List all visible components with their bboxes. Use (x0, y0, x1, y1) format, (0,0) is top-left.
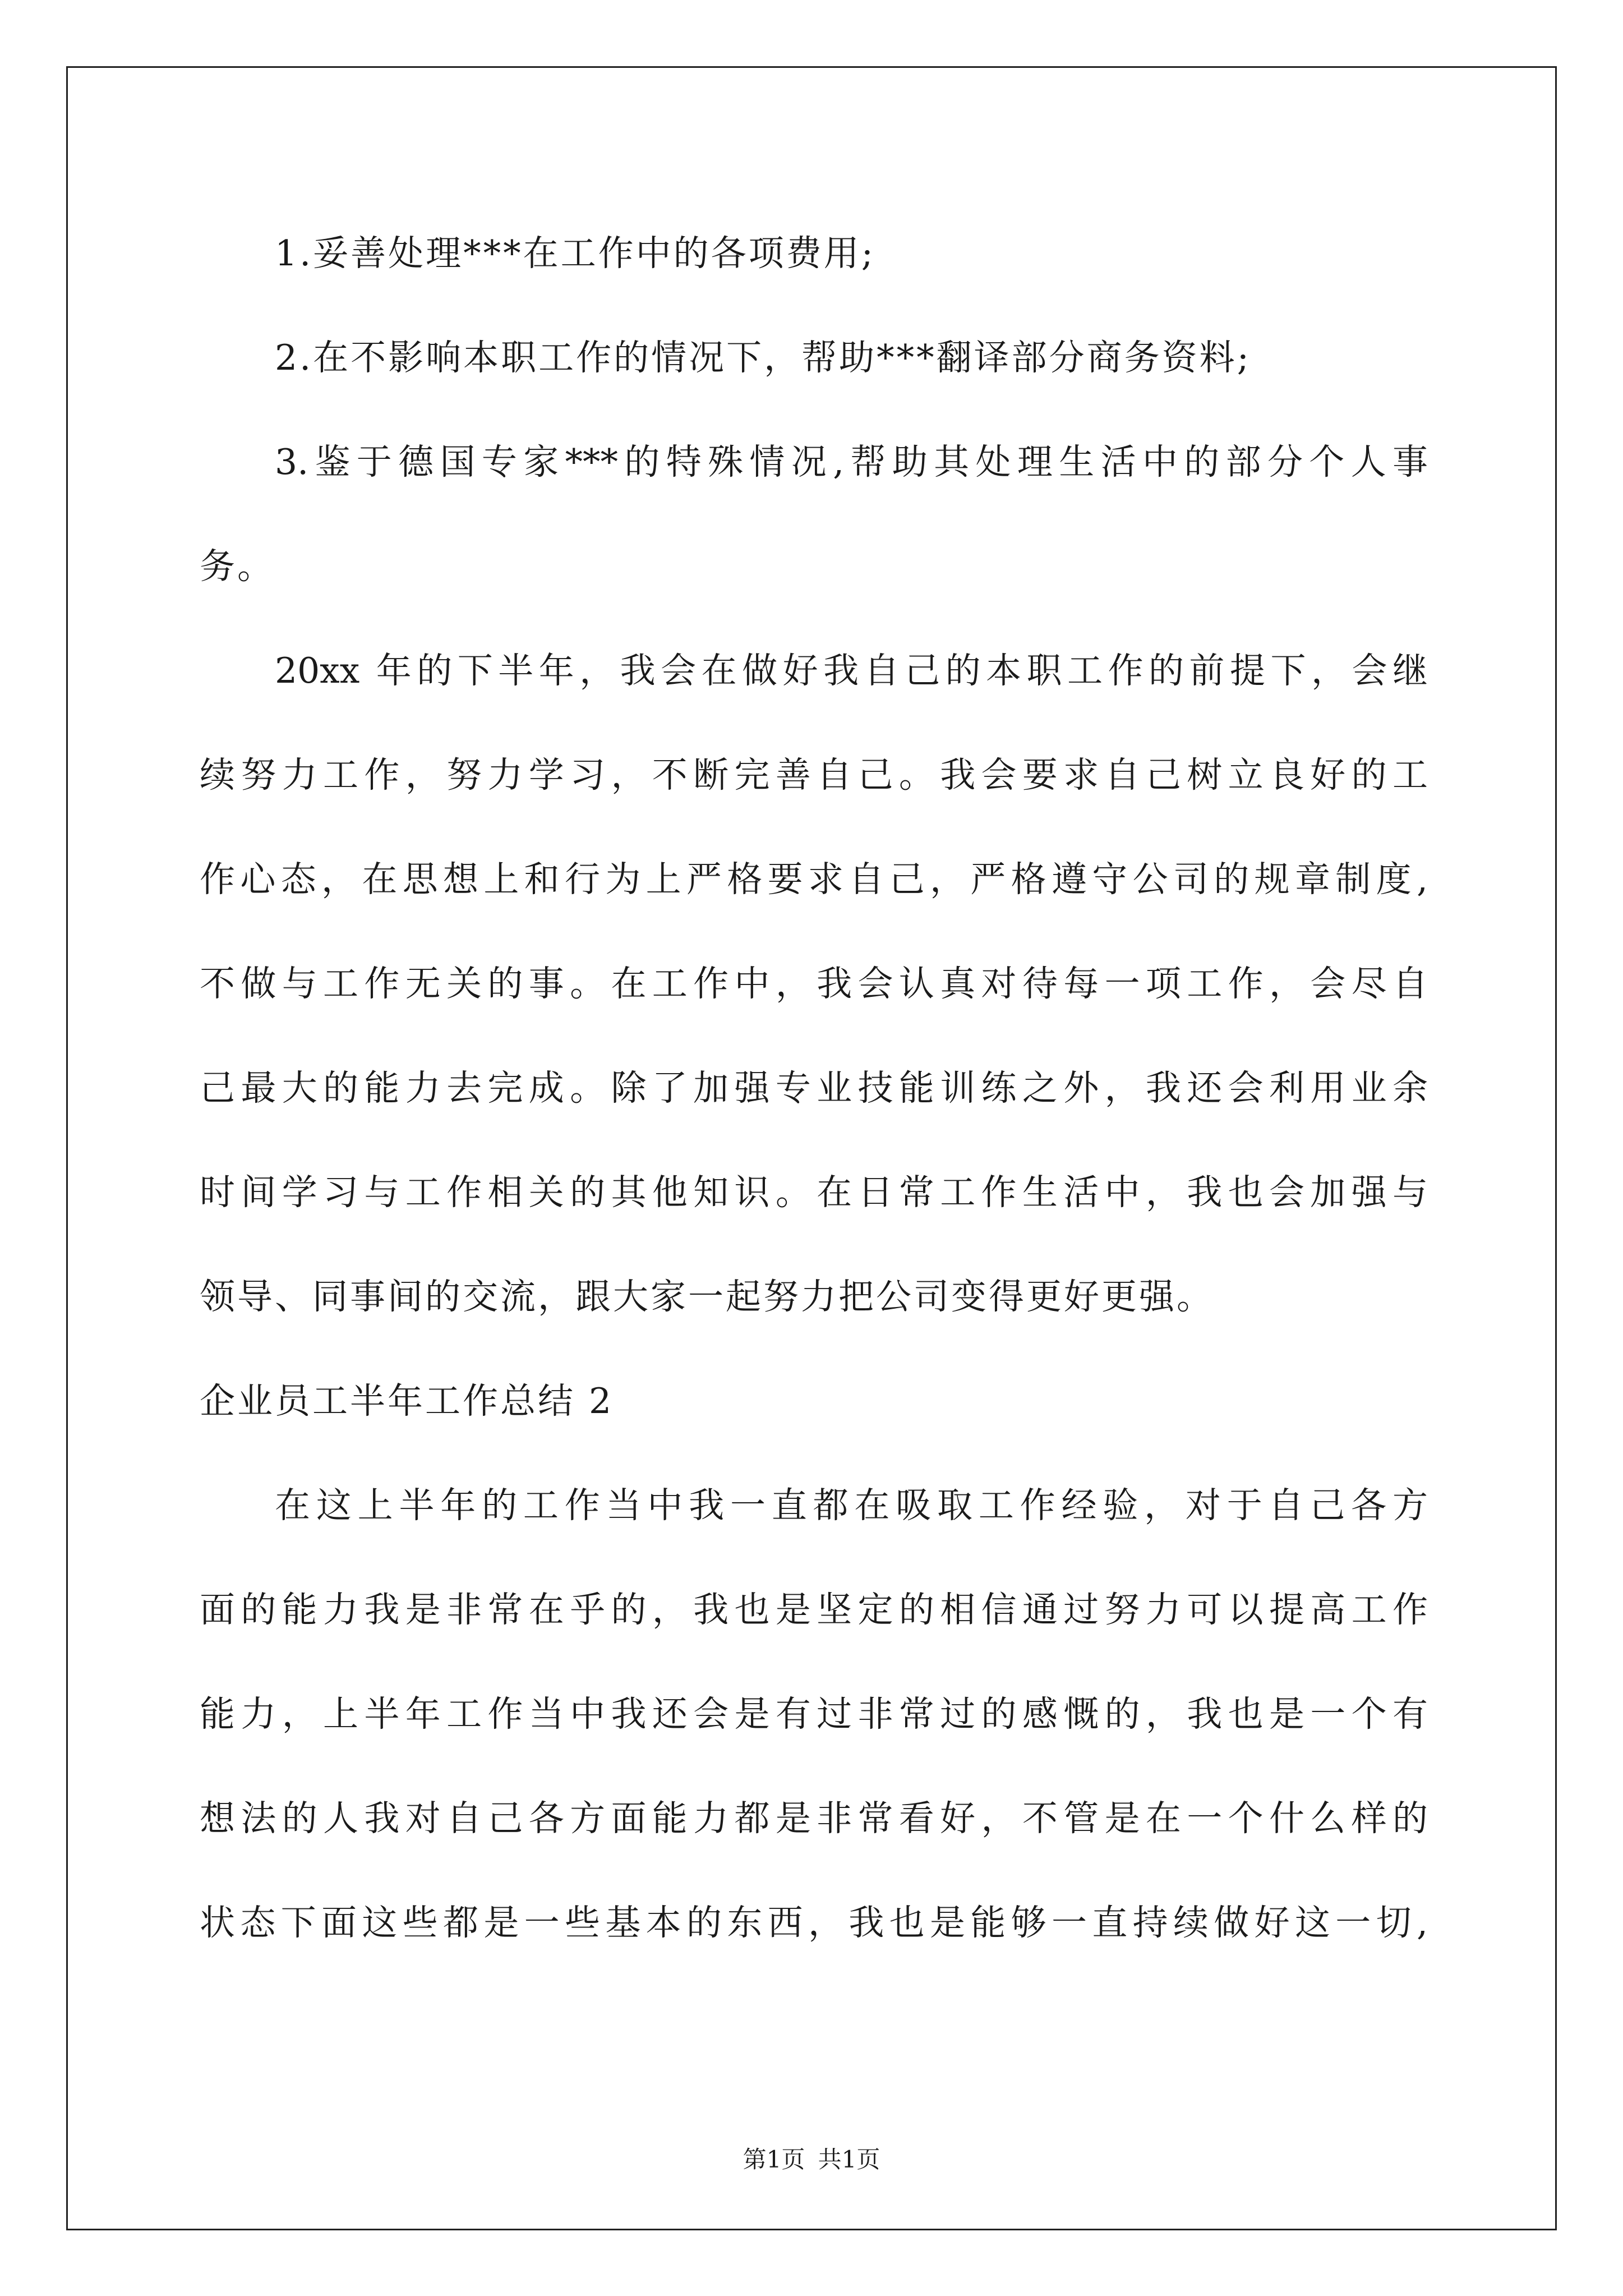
paragraph-line: 务。 (200, 546, 275, 587)
paragraph-line: 3.鉴于德国专家***的特殊情况,帮助其处理生活中的部分个人事 (275, 441, 1428, 482)
section-heading: 企业员工半年工作总结 2 (200, 1381, 614, 1421)
paragraph-line: 时间学习与工作相关的其他知识。在日常工作生活中，我也会加强与 (200, 1172, 1428, 1213)
paragraph-line: 在这上半年的工作当中我一直都在吸取工作经验，对于自己各方 (275, 1485, 1428, 1526)
paragraph-line: 己最大的能力去完成。除了加强专业技能训练之外，我还会利用业余 (200, 1068, 1428, 1108)
paragraph-line: 2.在不影响本职工作的情况下，帮助***翻译部分商务资料; (275, 337, 1251, 378)
paragraph-line: 1.妥善处理***在工作中的各项费用; (275, 233, 875, 274)
paragraph-line: 领导、同事间的交流，跟大家一起努力把公司变得更好更强。 (200, 1276, 1214, 1317)
paragraph-line: 不做与工作无关的事。在工作中，我会认真对待每一项工作，会尽自 (200, 963, 1428, 1004)
paragraph-line: 作心态，在思想上和行为上严格要求自己，严格遵守公司的规章制度, (200, 859, 1428, 900)
paragraph-line: 能力，上半年工作当中我还会是有过非常过的感慨的，我也是一个有 (200, 1694, 1428, 1734)
paragraph-line: 20xx 年的下半年，我会在做好我自己的本职工作的前提下，会继 (275, 650, 1428, 691)
paragraph-line: 想法的人我对自己各方面能力都是非常看好，不管是在一个什么样的 (200, 1798, 1428, 1839)
paragraph-line: 状态下面这些都是一些基本的东西，我也是能够一直持续做好这一切, (200, 1902, 1428, 1943)
paragraph-line: 续努力工作，努力学习，不断完善自己。我会要求自己树立良好的工 (200, 754, 1428, 795)
page-footer: 第1页 共1页 (743, 2146, 880, 2173)
paragraph-line: 面的能力我是非常在乎的，我也是坚定的相信通过努力可以提高工作 (200, 1589, 1428, 1630)
